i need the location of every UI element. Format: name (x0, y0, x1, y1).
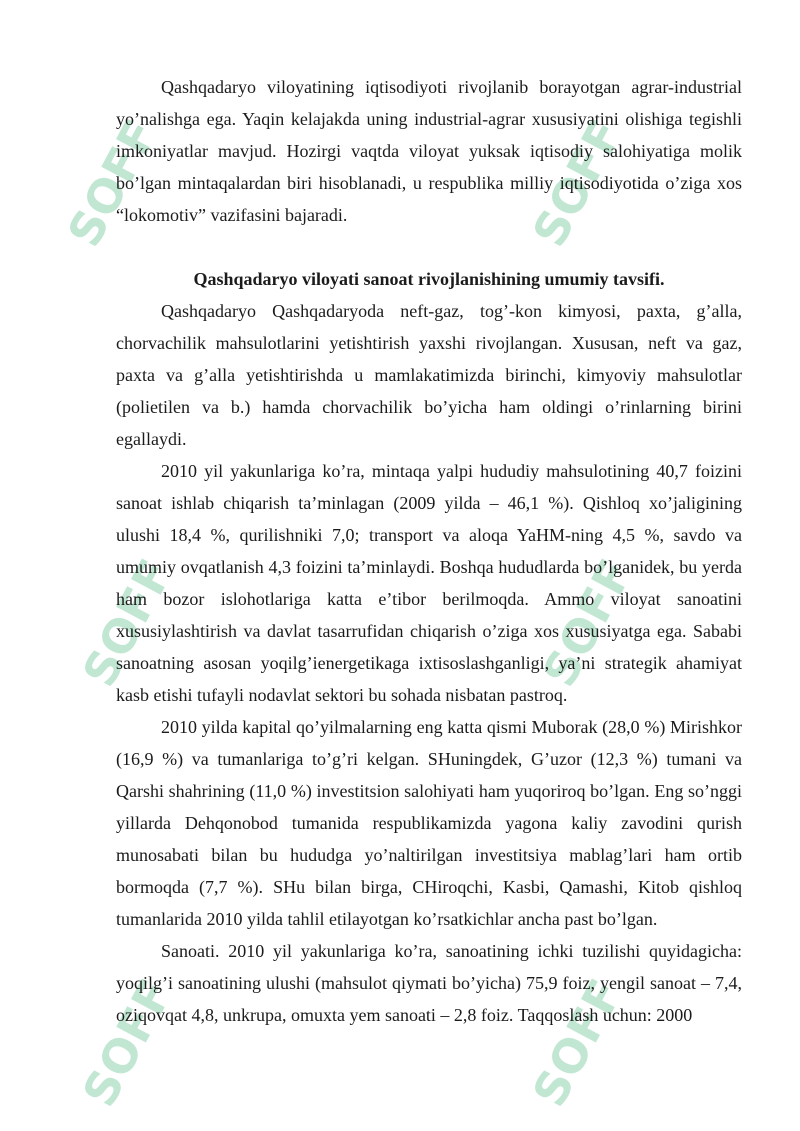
watermark-text: SOFF (522, 110, 634, 256)
spacer (116, 231, 742, 263)
paragraph-intro: Qashqadaryo viloyatining iqtisodiyoti rivojlanib borayotgan agrar-industrial yo’nalishga ega. Yaqin kelajakda uning industrial-agrar xususiyatini olishiga tegishli imkoniyatlar mavjud. Hozirgi vaqtda viloyat yuksak iqtisodiy salohiyatiga molik bo’lgan mintaqalardan biri hisoblanadi, u respublika milliy iqtisodiyotida o’ziga xos “lokomotiv” vazifasini bajaradi. (116, 77, 742, 225)
watermark-text: SOFF (72, 970, 184, 1116)
paragraph: 2010 yilda kapital qo’yilmalarning eng katta qismi Muborak (28,0 %) Mirishkor (16,9 %) va tumanlariga to’g’ri kelgan. SHuningdek, G’uzor (12,3 %) tumani va Qarshi shahrining (11,0 %) investitsion salohiyati ham yuqoriroq bo’lgan. Eng so’nggi yillarda Dehqonobod tumanida respublikamizda yagona kaliy zavodini qurish munosabati bilan bu hududga yo’naltirilgan investitsiya mablag’lari ham ortib bormoqda (7,7 %). SHu bilan birga, CHiroqchi, Kasbi, Qamashi, Kitob qishloq tumanlarida 2010 yilda tahlil etilayotgan ko’rsatkichlar ancha past bo’lgan. (116, 717, 742, 929)
paragraph: 2010 yil yakunlariga ko’ra, mintaqa yalpi hududiy mahsulotining 40,7 foizini sanoat ishlab chiqarish ta’minlagan (2009 yilda – 46,1 %). Qishloq xo’jaligining ulushi 18,4 %, qurilishniki 7,0; transport va aloqa YaHM-ning 4,5 %, savdo va umumiy ovqatlanish 4,3 foizini ta’minlaydi. Boshqa hududlarda bo’lganidek, bu yerda ham bozor islohotlariga katta e’tibor berilmoqda. Ammo viloyat sanoatini xususiylashtirish va davlat tasarrufidan chiqarish o’ziga xos xususiyatga ega. Sababi sanoatning asosan yoqilg’ienergetikaga ixtisoslashganligi, ya’ni strategik ahamiyat kasb etishi tufayli nodavlat sektori bu sohada nisbatan pastroq. (116, 461, 742, 705)
watermark-text: SOFF (72, 550, 184, 696)
paragraph: Sanoati. 2010 yil yakunlariga ko’ra, sanoatining ichki tuzilishi quyidagicha: yoqilg’i sanoatining ulushi (mahsulot qiymati bo’yicha) 75,9 foiz, yengil sanoat – 7,4, oziqovqat 4,8, unkrupa, omuxta yem sanoati – 2,8 foiz. Taqqoslash uchun: 2000 (116, 941, 742, 1025)
paragraph: Qashqadaryo Qashqadaryoda neft-gaz, tog’-kon kimyosi, paxta, g’alla, chorvachilik mahsulotlarini yetishtirish yaxshi rivojlangan. Xususan, neft va gaz, paxta va g’alla yetishtirishda u mamlakatimizda birinchi, kimyoviy mahsulotlar (polietilen va b.) hamda chorvachilik bo’yicha ham oldingi o’rinlarning birini egallaydi. (116, 301, 742, 449)
watermark-text: SOFF (522, 970, 634, 1116)
watermark-text: SOFF (532, 550, 644, 696)
watermark-text: SOFF (57, 110, 169, 256)
section-heading: Qashqadaryo viloyati sanoat rivojlanishining umumiy tavsifi. (193, 269, 665, 289)
document-body (116, 71, 742, 1031)
